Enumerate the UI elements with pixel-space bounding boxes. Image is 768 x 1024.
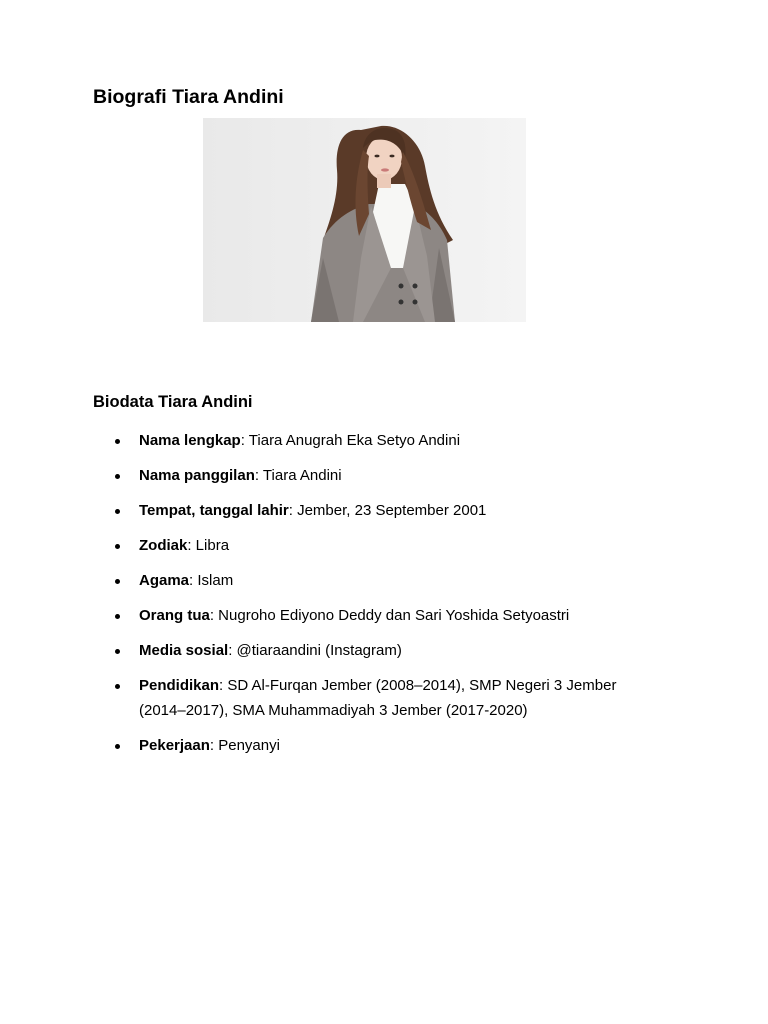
item-value: : Tiara Andini — [254, 467, 342, 484]
bullet-icon — [115, 474, 120, 479]
item-key: Tempat, tanggal lahir — [139, 502, 289, 519]
bullet-icon — [115, 544, 120, 549]
item-key: Agama — [139, 572, 190, 589]
item-value: : Libra — [187, 537, 230, 554]
item-value: : Jember, 23 September 2001 — [288, 502, 487, 519]
item-value: : Tiara Anugrah Eka Setyo Andini — [240, 432, 461, 449]
item-key: Pekerjaan — [139, 737, 210, 754]
item-value: : Nugroho Ediyono Deddy dan Sari Yoshida Setyoastri — [209, 607, 570, 624]
item-key: Orang tua — [139, 607, 210, 624]
item-key: Zodiak — [139, 537, 188, 554]
item-key: Pendidikan — [139, 677, 220, 694]
bullet-icon — [115, 684, 120, 689]
profile-photo — [203, 118, 526, 322]
item-key: Nama panggilan — [139, 467, 255, 484]
bullet-icon — [115, 744, 120, 749]
list-item — [139, 673, 649, 723]
list-item — [139, 603, 659, 628]
bullet-icon — [115, 614, 120, 619]
item-value: : Islam — [189, 572, 234, 589]
profile-photo-illustration — [203, 118, 526, 322]
item-key: Media sosial — [139, 642, 229, 659]
list-item — [139, 568, 659, 593]
bullet-icon — [115, 439, 120, 444]
bullet-icon — [115, 579, 120, 584]
list-item — [139, 498, 659, 523]
item-value: : SD Al-Furqan Jember (2008–2014), SMP Negeri 3 Jember (2014–2017), SMA Muhammadiyah 3 Jember (2017-2020) — [139, 677, 617, 719]
bullet-icon — [115, 649, 120, 654]
list-item — [139, 733, 659, 758]
item-value: : Penyanyi — [209, 737, 280, 754]
page-title: Biografi Tiara Andini — [93, 86, 284, 108]
item-value: : @tiaraandini (Instagram) — [228, 642, 402, 659]
bullet-icon — [115, 509, 120, 514]
item-key: Nama lengkap — [139, 432, 241, 449]
list-item — [139, 428, 659, 453]
section-title: Biodata Tiara Andini — [93, 393, 253, 411]
list-item — [139, 463, 659, 488]
list-item — [139, 638, 659, 663]
list-item — [139, 533, 659, 558]
